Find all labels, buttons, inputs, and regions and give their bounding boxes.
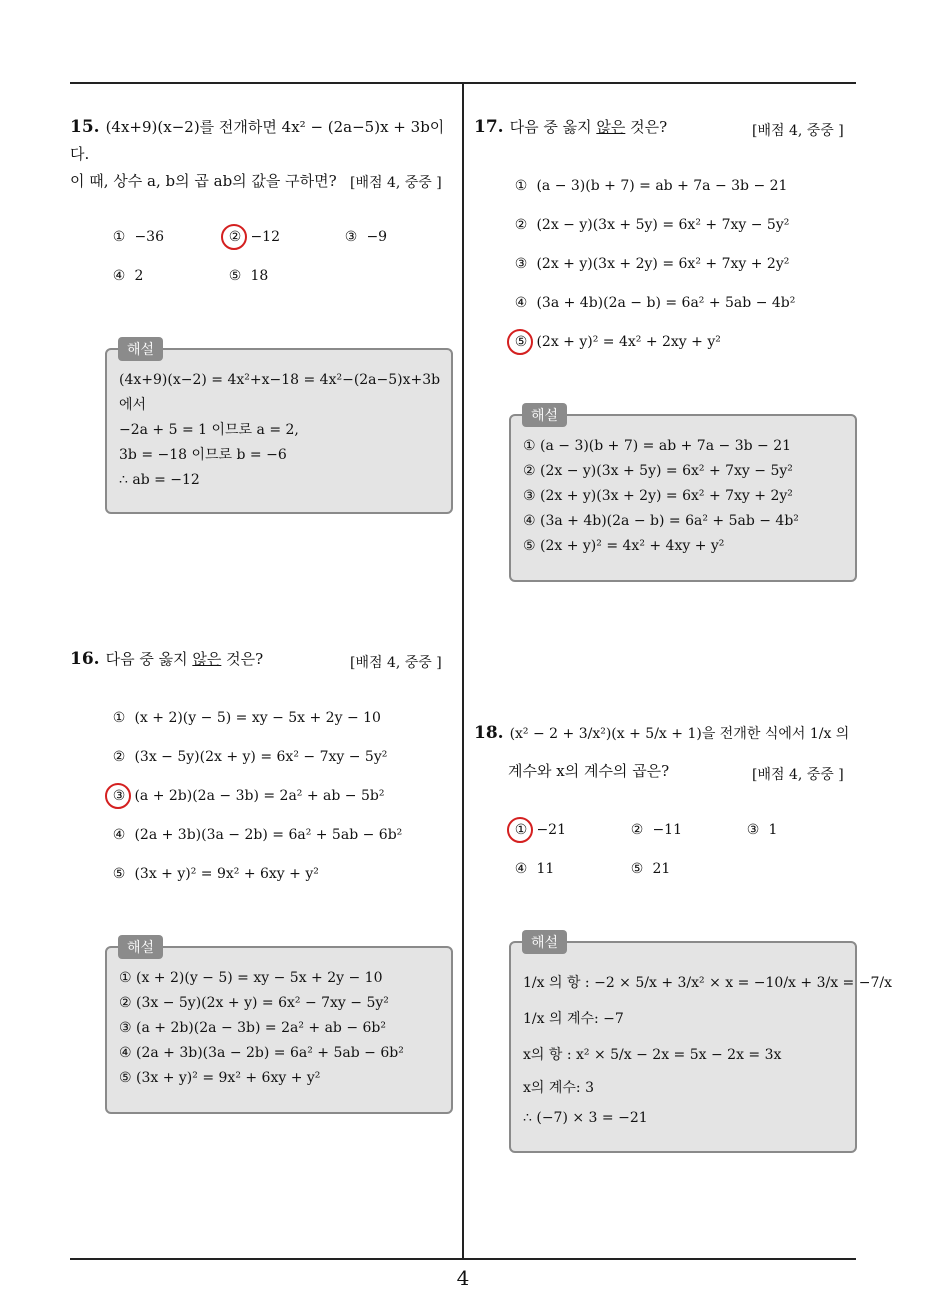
- q15-option-2[interactable]: ② −12: [228, 229, 280, 245]
- solution-line: 3b = −18 이므로 b = −6: [119, 447, 287, 463]
- solution-line: −2a + 5 = 1 이므로 a = 2,: [119, 422, 299, 438]
- question-17-score: [배점 4, 중중 ]: [752, 123, 844, 139]
- q18-option-3[interactable]: ③ 1: [746, 822, 778, 838]
- q16-option-4[interactable]: ④ (2a + 3b)(3a − 2b) = 6a² + 5ab − 6b²: [112, 827, 403, 843]
- answer-circle-mark: [507, 329, 533, 355]
- q17-option-3[interactable]: ③ (2x + y)(3x + 2y) = 6x² + 7xy + 2y²: [514, 256, 790, 272]
- q17-solution-tab: 해설: [522, 403, 567, 427]
- question-18-line1: 18. (x² − 2 + 3/x²)(x + 5/x + 1)을 전개한 식에서 1/x 의: [474, 723, 850, 743]
- q16-option-5[interactable]: ⑤ (3x + y)² = 9x² + 6xy + y²: [112, 866, 319, 882]
- solution-line: ① (a − 3)(b + 7) = ab + 7a − 3b − 21: [523, 438, 792, 454]
- question-18-score: [배점 4, 중중 ]: [752, 767, 844, 783]
- answer-circle-mark: [105, 783, 131, 809]
- question-number: 17.: [474, 117, 504, 137]
- solution-line: ① (x + 2)(y − 5) = xy − 5x + 2y − 10: [119, 970, 383, 986]
- solution-line: ② (3x − 5y)(2x + y) = 6x² − 7xy − 5y²: [119, 995, 389, 1011]
- solution-line: 1/x 의 항 : −2 × 5/x + 3/x² × x = −10/x + 3/x = −7/x: [523, 975, 892, 991]
- question-15-line1: 15. (4x+9)(x−2)를 전개하면 4x² − (2a−5)x + 3b이다.: [70, 117, 445, 163]
- q15-option-1[interactable]: ① −36: [112, 229, 164, 245]
- q16-option-1[interactable]: ① (x + 2)(y − 5) = xy − 5x + 2y − 10: [112, 710, 381, 726]
- q15-solution-tab: 해설: [118, 337, 163, 361]
- q18-solution-box: [509, 941, 892, 1153]
- solution-line: ④ (3a + 4b)(2a − b) = 6a² + 5ab − 4b²: [523, 513, 799, 529]
- question-16-line1: 16. 다음 중 옳지 않은 것은?: [70, 649, 264, 669]
- q18-option-4[interactable]: ④ 11: [514, 861, 555, 877]
- question-number: 15.: [70, 117, 100, 137]
- solution-line: ⑤ (2x + y)² = 4x² + 4xy + y²: [523, 538, 725, 554]
- q16-option-2[interactable]: ② (3x − 5y)(2x + y) = 6x² − 7xy − 5y²: [112, 749, 388, 765]
- solution-line: ③ (2x + y)(3x + 2y) = 6x² + 7xy + 2y²: [523, 488, 793, 504]
- solution-line: ⑤ (3x + y)² = 9x² + 6xy + y²: [119, 1070, 321, 1086]
- q18-option-1[interactable]: ① −21: [514, 822, 566, 838]
- q16-solution-box: [105, 946, 453, 1114]
- q16-option-3[interactable]: ③ (a + 2b)(2a − 3b) = 2a² + ab − 5b²: [112, 788, 385, 804]
- question-18-line2: 계수와 x의 계수의 곱은?: [508, 762, 670, 780]
- question-number: 18.: [474, 723, 504, 743]
- q17-option-4[interactable]: ④ (3a + 4b)(2a − b) = 6a² + 5ab − 4b²: [514, 295, 796, 311]
- q15-option-5[interactable]: ⑤ 18: [228, 268, 269, 284]
- question-15-line2: 이 때, 상수 a, b의 곱 ab의 값을 구하면?: [70, 172, 337, 190]
- solution-line: ② (2x − y)(3x + 5y) = 6x² + 7xy − 5y²: [523, 463, 793, 479]
- answer-circle-mark: [221, 224, 247, 250]
- q16-solution-tab: 해설: [118, 935, 163, 959]
- q18-solution-tab: 해설: [522, 930, 567, 954]
- solution-line: x의 항 : x² × 5/x − 2x = 5x − 2x = 3x: [523, 1047, 782, 1063]
- column-divider: [462, 83, 464, 1259]
- bottom-rule: [70, 1258, 856, 1260]
- solution-line: 에서: [119, 397, 147, 413]
- solution-line: ∴ ab = −12: [119, 472, 200, 488]
- q15-solution-box: [105, 348, 453, 514]
- q18-option-2[interactable]: ② −11: [630, 822, 682, 838]
- solution-line: ③ (a + 2b)(2a − 3b) = 2a² + ab − 6b²: [119, 1020, 386, 1036]
- page-number: 4: [456, 1266, 470, 1290]
- q17-solution-box: [509, 414, 857, 582]
- q17-option-5[interactable]: ⑤ (2x + y)² = 4x² + 2xy + y²: [514, 334, 721, 350]
- question-15-score: [배점 4, 중중 ]: [350, 175, 442, 191]
- solution-line: ④ (2a + 3b)(3a − 2b) = 6a² + 5ab − 6b²: [119, 1045, 404, 1061]
- question-17-line1: 17. 다음 중 옳지 않은 것은?: [474, 117, 668, 137]
- solution-line: (4x+9)(x−2) = 4x²+x−18 = 4x²−(2a−5)x+3b: [119, 372, 441, 388]
- q17-option-1[interactable]: ① (a − 3)(b + 7) = ab + 7a − 3b − 21: [514, 178, 788, 194]
- q15-option-4[interactable]: ④ 2: [112, 268, 144, 284]
- q17-option-2[interactable]: ② (2x − y)(3x + 5y) = 6x² + 7xy − 5y²: [514, 217, 790, 233]
- solution-line: ∴ (−7) × 3 = −21: [523, 1110, 648, 1126]
- solution-line: 1/x 의 계수: −7: [523, 1011, 624, 1027]
- q18-option-5[interactable]: ⑤ 21: [630, 861, 671, 877]
- solution-line: x의 계수: 3: [523, 1080, 594, 1096]
- answer-circle-mark: [507, 817, 533, 843]
- q15-option-3[interactable]: ③ −9: [344, 229, 388, 245]
- question-number: 16.: [70, 649, 100, 669]
- question-16-score: [배점 4, 중중 ]: [350, 655, 442, 671]
